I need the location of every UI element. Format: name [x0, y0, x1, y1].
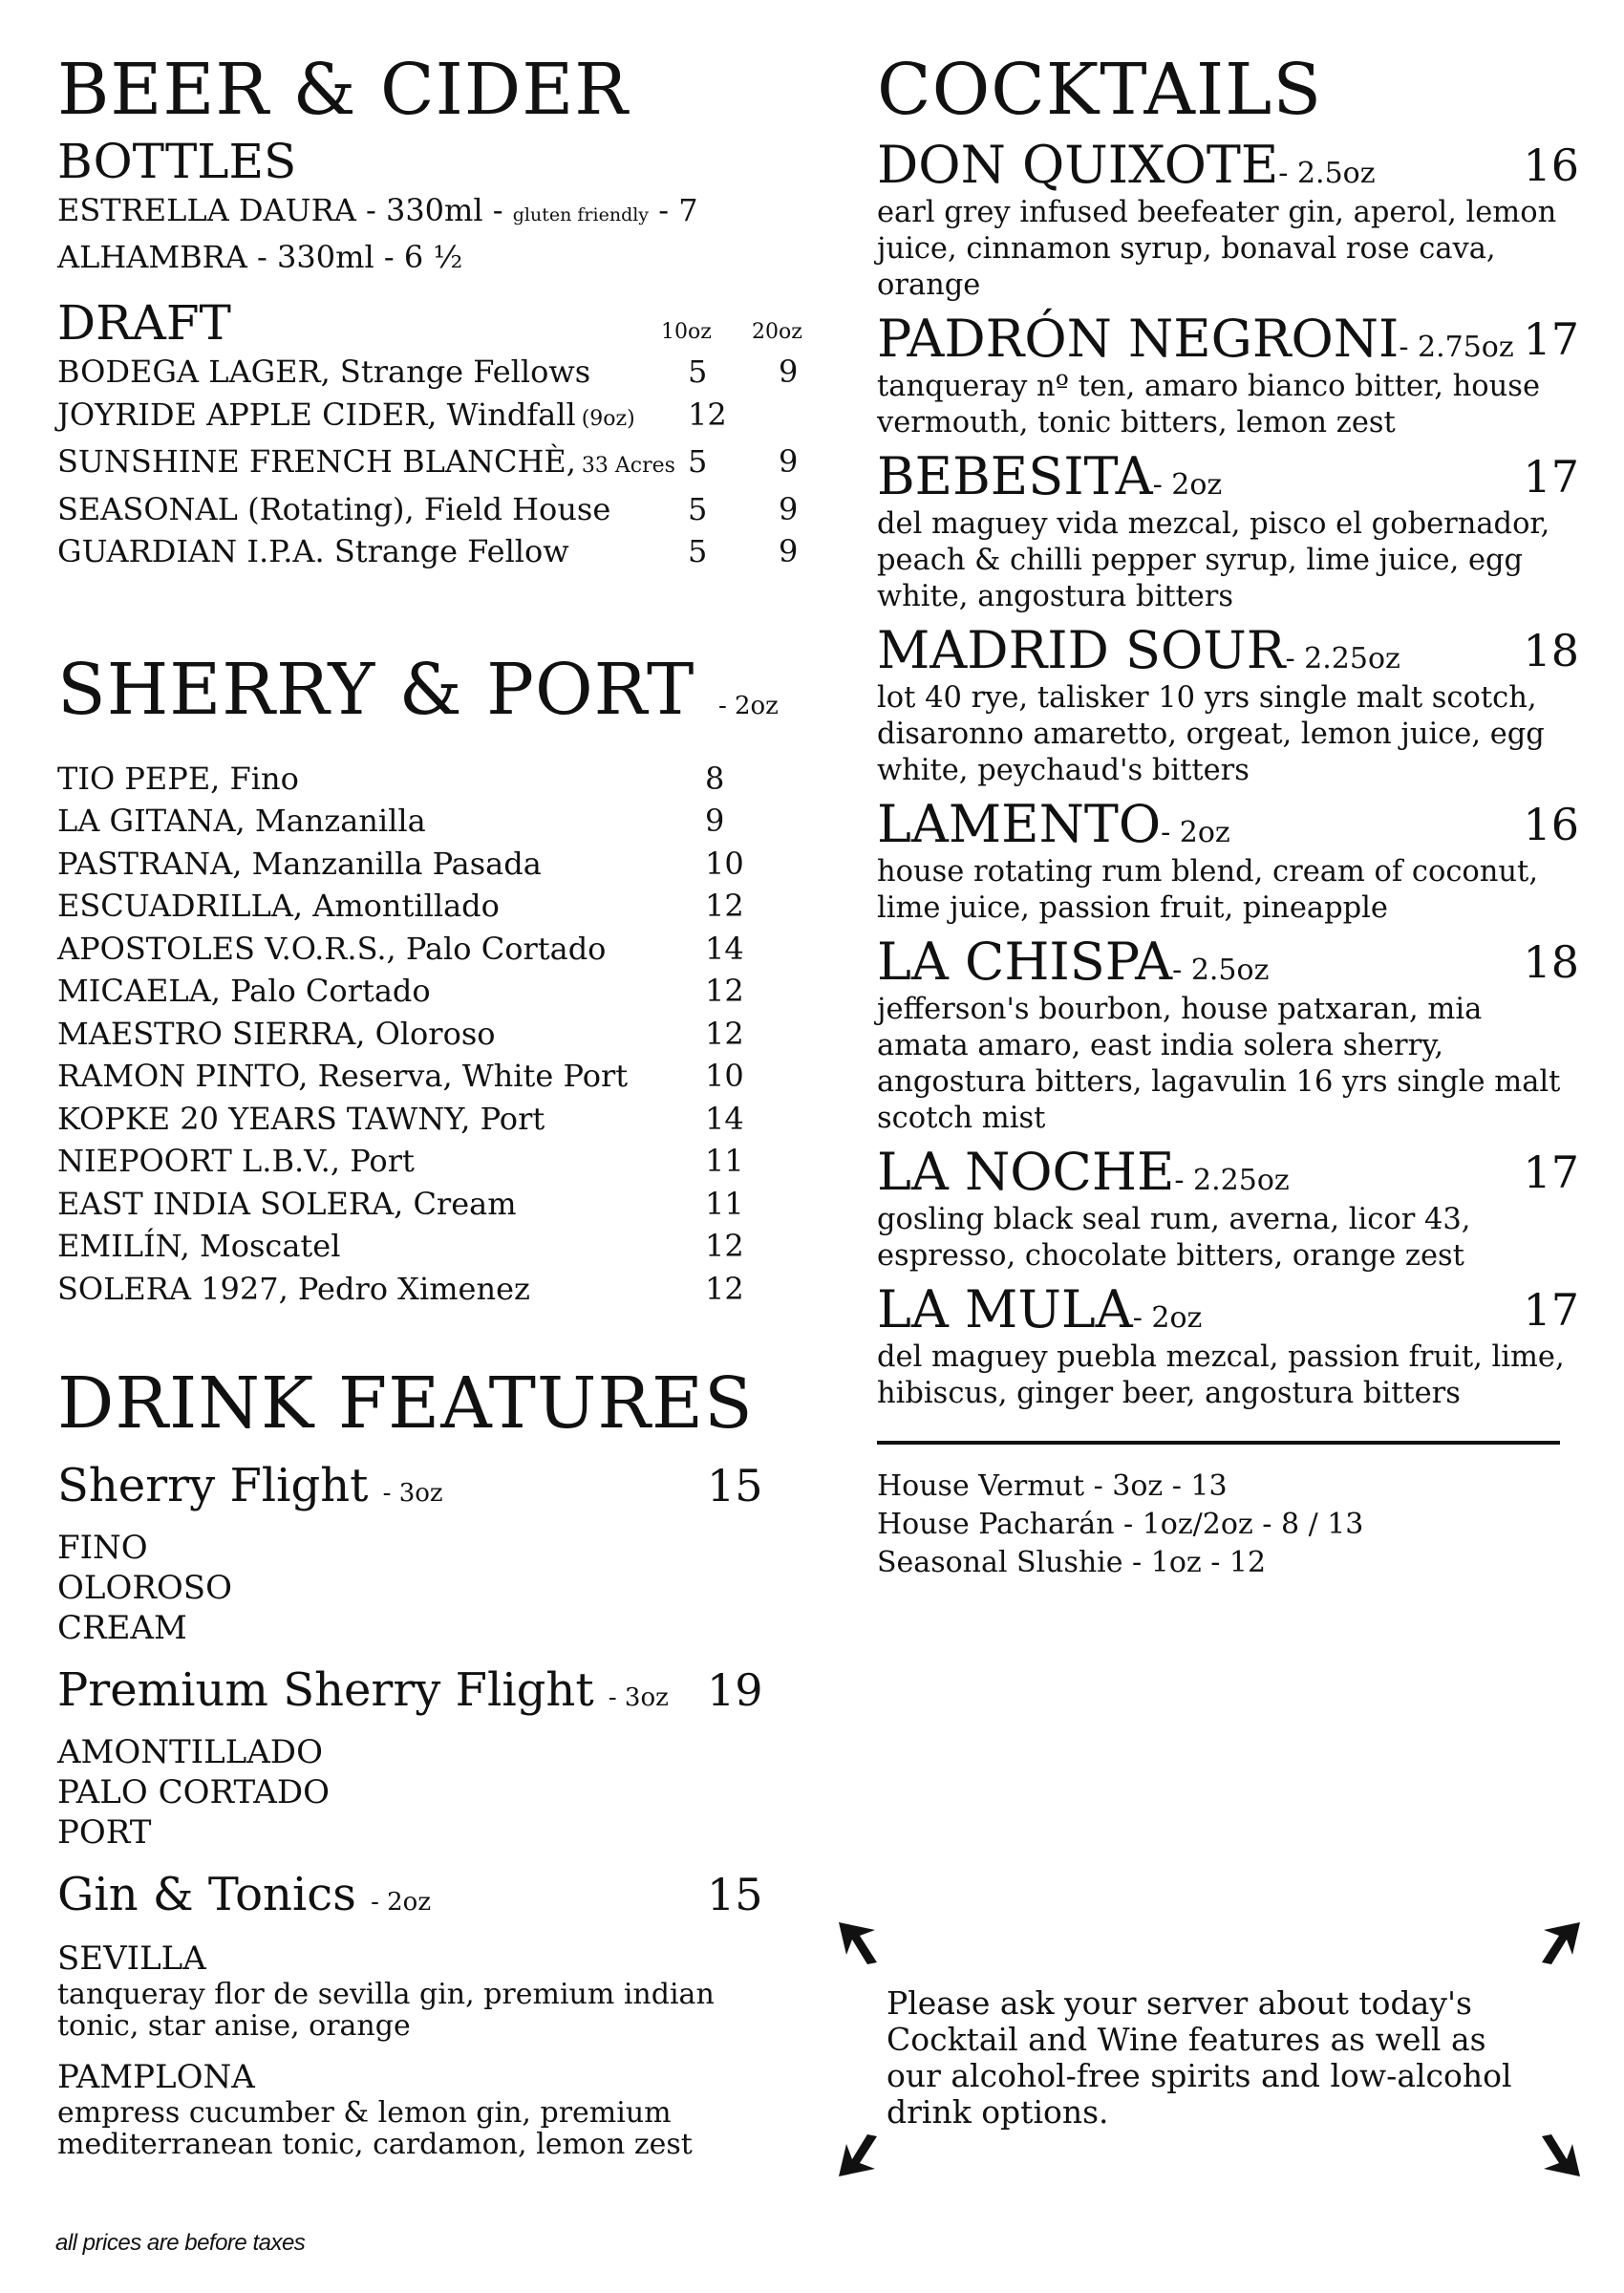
feature-item: CREAM	[57, 1609, 187, 1647]
draft-row: JOYRIDE APPLE CIDER, Windfall (9oz) 12	[57, 396, 727, 433]
sherry-row: MAESTRO SIERRA, Oloroso 12	[57, 1015, 744, 1052]
feature-title: Premium Sherry Flight - 3oz 19	[57, 1663, 763, 1717]
sherry-row: EAST INDIA SOLERA, Cream 11	[57, 1185, 744, 1222]
cocktail-desc: del maguey puebla mezcal, passion fruit, lime, hibiscus, ginger beer, angostura bitters	[877, 1340, 1565, 1410]
draft-row: SUNSHINE FRENCH BLANCHÈ, 33 Acres 5 9	[57, 443, 799, 480]
cocktail-header: BEBESITA- 2oz 17	[877, 446, 1579, 506]
bottle-item: ALHAMBRA - 330ml - 6 ½	[57, 239, 463, 275]
draft-row: GUARDIAN I.P.A. Strange Fellow 5 9	[57, 533, 799, 569]
right-column	[877, 50, 1579, 1582]
corner-ornament-icon	[837, 1920, 879, 1966]
corner-ornament-icon	[837, 2132, 879, 2178]
cocktail-header: DON QUIXOTE- 2.5oz 16	[877, 135, 1579, 195]
corner-ornament-icon	[1540, 2132, 1582, 2178]
feature-item: OLOROSO	[57, 1569, 232, 1607]
beer-cider-title: BEER & CIDER	[57, 49, 629, 131]
house-item: Seasonal Slushie - 1oz - 12	[877, 1546, 1267, 1579]
sherry-row: KOPKE 20 YEARS TAWNY, Port 14	[57, 1100, 744, 1137]
cocktail-header: LA CHISPA- 2.5oz 18	[877, 932, 1579, 992]
draft-row: SEASONAL (Rotating), Field House 5 9	[57, 490, 799, 527]
house-item: House Pacharán - 1oz/2oz - 8 / 13	[877, 1508, 1364, 1541]
feature-item: AMONTILLADO	[57, 1733, 323, 1771]
tax-footnote: all prices are before taxes	[55, 2230, 306, 2256]
feature-item: FINO	[57, 1529, 148, 1567]
cocktail-header: MADRID SOUR- 2.25oz 18	[877, 620, 1579, 680]
sherry-row: TIO PEPE, Fino 8	[57, 760, 725, 797]
sherry-row: SOLERA 1927, Pedro Ximenez 12	[57, 1270, 744, 1307]
sherry-row: APOSTOLES V.O.R.S., Palo Cortado 14	[57, 930, 744, 967]
cocktail-header: LA MULA- 2oz 17	[877, 1279, 1579, 1339]
cocktails-title: COCKTAILS	[877, 49, 1323, 131]
gin-tonic-desc: tanqueray flor de sevilla gin, premium indian tonic, star anise, orange	[57, 1978, 715, 2043]
sherry-row: MICAELA, Palo Cortado 12	[57, 973, 744, 1009]
cocktail-desc: lot 40 rye, talisker 10 yrs single malt scotch, disaronno amaretto, orgeat, lemon juice, egg white, peychaud's bitters	[877, 681, 1545, 787]
feature-title: Gin & Tonics - 2oz 15	[57, 1868, 763, 1921]
cocktail-desc: gosling black seal rum, averna, licor 43, espresso, chocolate bitters, orange zest	[877, 1203, 1471, 1273]
corner-ornament-icon	[1540, 1920, 1582, 1966]
gin-tonic-desc: empress cucumber & lemon gin, premium mediterranean tonic, cardamon, lemon zest	[57, 2096, 693, 2161]
cocktail-desc: jefferson's bourbon, house patxaran, mia amata amaro, east india solera sherry, angostura bitters, lagavulin 16 yrs single malt scotch mist	[877, 993, 1561, 1135]
house-item: House Vermut - 3oz - 13	[877, 1469, 1228, 1503]
left-column	[57, 50, 822, 2160]
cocktail-desc: house rotating rum blend, cream of coconut, lime juice, passion fruit, pineapple	[877, 855, 1539, 925]
sherry-row: ESCUADRILLA, Amontillado 12	[57, 888, 744, 924]
sherry-port-title: SHERRY & PORT - 2oz	[57, 648, 779, 731]
draft-col-20oz: 20oz	[752, 320, 802, 344]
draft-row: BODEGA LAGER, Strange Fellows 5 9	[57, 354, 799, 390]
feature-item: PORT	[57, 1813, 152, 1852]
sherry-row: PASTRANA, Manzanilla Pasada 10	[57, 845, 744, 882]
gin-tonic-name: SEVILLA	[57, 1939, 206, 1978]
bottle-item: ESTRELLA DAURA - 330ml - gluten friendly - 7	[57, 192, 698, 228]
feature-item: PALO CORTADO	[57, 1773, 330, 1811]
sherry-row: NIEPOORT L.B.V., Port 11	[57, 1143, 744, 1179]
bottles-heading: BOTTLES	[57, 134, 297, 189]
gin-tonic-name: PAMPLONA	[57, 2058, 255, 2096]
draft-heading: DRAFT	[57, 295, 231, 351]
features-note-text: Please ask your server about today's Cocktail and Wine features as well as our alcohol-free spirits and low-alcohol drink options.	[887, 1984, 1512, 2131]
drink-features-section	[57, 1363, 822, 2160]
sherry-port-section	[57, 650, 822, 1311]
cocktail-desc: earl grey infused beefeater gin, aperol, lemon juice, cinnamon syrup, bonaval rose cava, orange	[877, 196, 1557, 302]
draft-col-10oz: 10oz	[661, 320, 712, 344]
sherry-row: RAMON PINTO, Reserva, White Port 10	[57, 1058, 744, 1094]
cocktail-desc: tanqueray nº ten, amaro bianco bitter, house vermouth, tonic bitters, lemon zest	[877, 370, 1540, 439]
feature-title: Sherry Flight - 3oz 15	[57, 1459, 763, 1512]
cocktail-header: LAMENTO- 2oz 16	[877, 794, 1579, 854]
cocktail-header: PADRÓN NEGRONI- 2.75oz 17	[877, 309, 1579, 369]
draft-section	[57, 295, 822, 573]
sherry-row: EMILÍN, Moscatel 12	[57, 1228, 744, 1264]
features-note-box	[837, 1920, 1582, 2178]
sherry-row: LA GITANA, Manzanilla 9	[57, 803, 725, 839]
divider	[877, 1441, 1560, 1445]
drink-features-title: DRINK FEATURES	[57, 1362, 754, 1445]
cocktail-desc: del maguey vida mezcal, pisco el gobernador, peach & chilli pepper syrup, lime juice, egg white, angostura bitters	[877, 507, 1550, 613]
cocktail-header: LA NOCHE- 2.25oz 17	[877, 1142, 1579, 1202]
